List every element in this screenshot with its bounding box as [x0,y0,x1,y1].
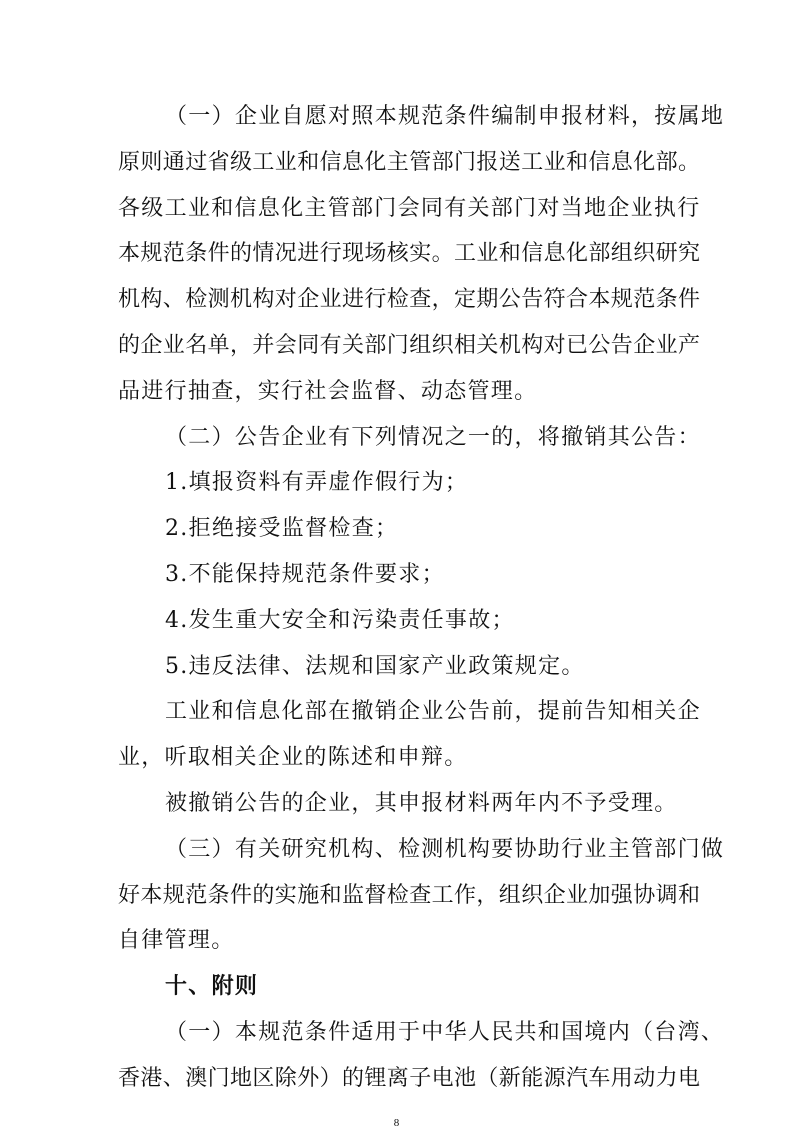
paragraph-line: 机构、检测机构对企业进行检查，定期公告符合本规范条件 [118,287,701,313]
paragraph-line: 的企业名单，并会同有关部门组织相关机构对已公告企业产 [118,333,701,358]
paragraph-line: 各级工业和信息化主管部门会同有关部门对当地企业执行 [118,195,701,221]
paragraph-line: 自律管理。 [118,928,235,954]
paragraph-line: （三）有关研究机构、检测机构要协助行业主管部门做 [165,836,725,862]
paragraph-line: 香港、澳门地区除外）的锂离子电池（新能源汽车用动力电 [118,1065,701,1091]
list-item: 1.填报资料有弄虚作假行为； [165,470,469,496]
paragraph-line: 品进行抽查，实行社会监督、动态管理。 [118,378,538,404]
paragraph-line: （二）公告企业有下列情况之一的，将撤销其公告： [165,424,701,450]
list-item: 3.不能保持规范条件要求； [165,562,445,587]
paragraph-line: 被撤销公告的企业，其申报材料两年内不予受理。 [165,791,678,816]
paragraph-line: （一）本规范条件适用于中华人民共和国境内（台湾、 [165,1020,725,1045]
list-item: 4.发生重大安全和污染责任事故； [165,607,515,633]
paragraph-line: 好本规范条件的实施和监督检查工作，组织企业加强协调和 [118,882,701,908]
paragraph-line: 业，听取相关企业的陈述和申辩。 [118,745,468,771]
paragraph-line: 原则通过省级工业和信息化主管部门报送工业和信息化部。 [118,149,701,175]
paragraph-line: （一）企业自愿对照本规范条件编制申报材料，按属地 [165,104,725,129]
list-item: 5.违反法律、法规和国家产业政策规定。 [165,653,585,679]
section-heading: 十、附则 [165,974,259,1000]
list-item: 2.拒绝接受监督检查； [165,516,399,542]
paragraph-line: 工业和信息化部在撤销企业公告前，提前告知相关企 [165,699,701,725]
page-number: 8 [393,1116,400,1129]
paragraph-line: 本规范条件的情况进行现场核实。工业和信息化部组织研究 [118,241,701,267]
